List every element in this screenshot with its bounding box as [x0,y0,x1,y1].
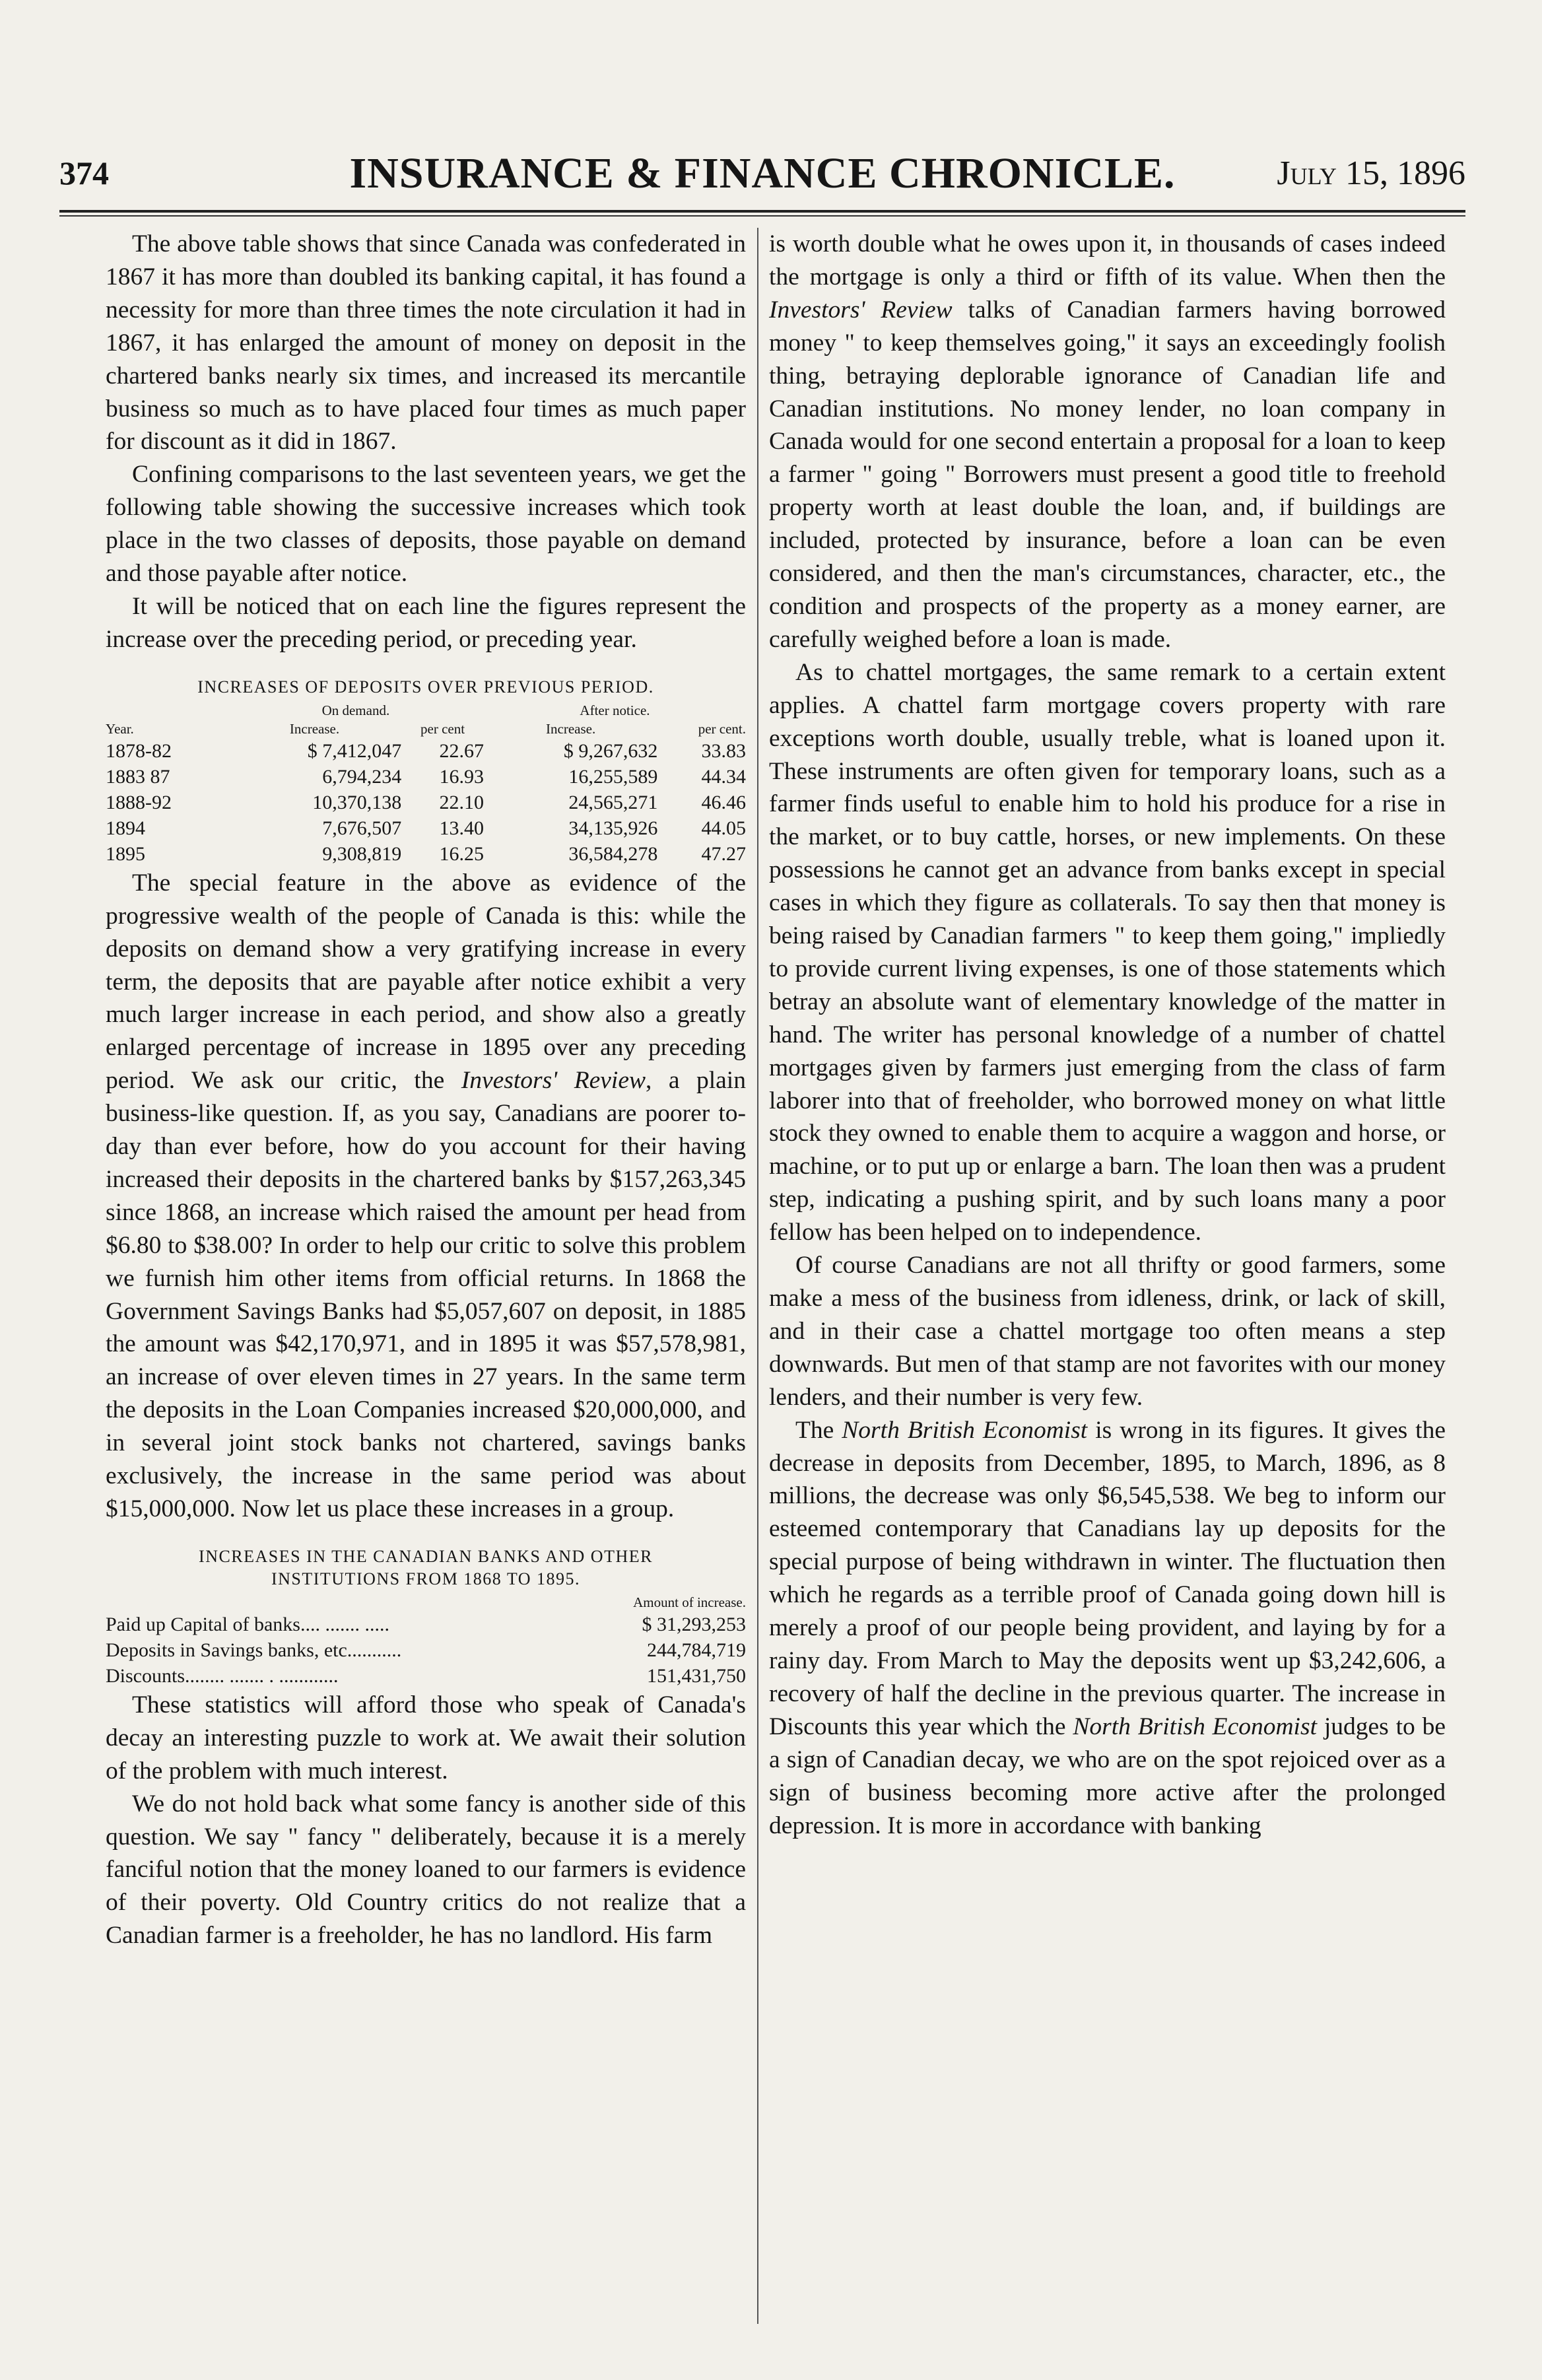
text-run: is worth double what he owes upon it, in thousands of cases indeed the mortgage is only a third or fifth of its value. When then the [769,230,1446,290]
cell-increase: $ 7,412,047 [307,739,402,762]
cell-value: $ 31,293,253 [642,1613,746,1635]
cell-year: 1883 87 [106,765,170,788]
table-row [106,738,746,764]
column-header-year: Year. [106,720,134,737]
cell-percent: 46.46 [701,791,746,813]
paragraph: Confining comparisons to the last seventeen years, we get the following table showing the successive increases which took place in the two classes of deposits, those payable on demand and those payable after notice. [106,461,746,588]
table-title [106,1546,746,1590]
cell-increase: 6,794,234 [322,765,402,788]
paragraph [106,867,746,1526]
paragraph [769,1414,1446,1843]
column-header-percent: per cent. [698,720,746,737]
cell-percent: 22.67 [439,739,484,762]
table-title: INCREASES OF DEPOSITS OVER PREVIOUS PERIOD. [197,677,654,697]
right-column [769,228,1446,1842]
paragraph: We do not hold back what some fancy is another side of this question. We say " fancy " deliberately, because it is a merely fanciful notion that the money loaned to our farmers is evidence of their poverty. Old Country critics do not realize that a Canadian farmer is a freeholder, he has no landlord. His farm [106,1790,746,1950]
cell-increase: 7,676,507 [322,817,402,839]
table-row [106,1612,746,1637]
header-rule [59,210,1465,213]
page-number: 374 [59,154,109,191]
cell-percent: 16.93 [439,765,484,788]
issue-date: July 15, 1896 [1277,154,1465,192]
paragraph: As to chattel mortgages, the same remark to a certain extent applies. A chattel farm mortgage covers property with rare exceptions worth double, usually treble, what is loaned upon it. These instruments are often given for temporary loans, such as a farmer finds useful to enable him to hold his produce for a rise in the market, or to buy cattle, horses, or new implements. On these possessions he cannot get an advance from banks except in special cases in which they figure as collaterals. To say then that money is being raised by Canadian farmers " to keep them going," impliedly to provide current living expenses, is one of those statements which betray an absolute want of elementary knowledge of the matter in hand. The writer has personal knowledge of a number of chattel mortgages given by farmers just emerging from the class of farm laborer into that of freeholder, who borrowed money on what little stock they owned to enable them to acquire a waggon and horse, or machine, or to put up or enlarge a barn. The loan then was a prudent step, indicating a pushing spirit, and by such loans many a poor fellow has been helped on to independence. [769,658,1446,1246]
text-run: The [795,1416,842,1444]
table-row [106,815,746,841]
cell-label: Paid up Capital of banks.... ....... ..... [106,1613,389,1635]
page-header [59,142,1465,201]
paragraph: It will be noticed that on each line the figures represent the increase over the preceding period, or preceding year. [106,592,746,653]
cell-percent: 44.05 [701,817,746,839]
cell-increase: $ 9,267,632 [563,739,658,762]
cell-increase: 34,135,926 [568,817,658,839]
text-run: judges to be a sign of Canadian decay, we who are on the spot rejoiced over as a sign of business becoming more active after the prolonged depression. It is more in accordance with banking [769,1713,1446,1839]
cell-year: 1878-82 [106,739,172,762]
paragraph: The above table shows that since Canada was confederated in 1867 it has more than doubled its banking capital, it has found a necessity for more than three times the note circulation it had in 1867, it has enlarged the amount of money on deposit in the chartered banks nearly six times, and increased its mercantile business so much as to have placed four times as much paper for discount as it did in 1867. [106,230,746,456]
text-run: is wrong in its figures. It gives the decrease in deposits from December, 1895, to March, 1896, as 8 millions, the decrease was only $6,545,538. We beg to inform our esteemed contemporary that Canadians lay up deposits for the special purpose of being withdrawn in winter. The fluctuation then which he regards as a terrible proof of Canada going down hill is merely a proof of our people being provident, and laying by for a rainy day. From March to May the deposits went up $3,242,606, a recovery of half the decline in the previous quarter. The increase in Discounts this year which the [769,1416,1446,1740]
deposits-table [106,701,746,867]
column-header-amount: Amount of increase. [633,1594,746,1610]
group-header-notice: After notice. [580,702,650,718]
table-row [106,841,746,867]
column-header-percent: per cent [420,720,465,737]
left-column [106,228,746,1952]
cell-value: 151,431,750 [647,1664,746,1687]
publication-name: Investors' Review [769,296,953,323]
publication-name: North British Economist [842,1416,1088,1444]
paragraph: Of course Canadians are not all thrifty or good farmers, some make a mess of the business from idleness, drink, or lack of skill, and in their case a chattel mortgage too often means a step downwards. But men of that stamp are not favorites with our money lenders, and their number is very few. [769,1252,1446,1411]
cell-percent: 47.27 [701,842,746,865]
cell-year: 1888-92 [106,791,172,813]
publication-name: Investors' Review [461,1067,646,1095]
publication-name: North British Economist [1073,1713,1317,1740]
cell-label: Discounts........ ....... . ............ [106,1664,339,1687]
cell-increase: 24,565,271 [568,791,658,813]
cell-percent: 22.10 [439,791,484,813]
cell-label: Deposits in Savings banks, etc........... [106,1639,402,1661]
paragraph [769,228,1446,656]
table-title-line: INSTITUTIONS FROM 1868 TO 1895. [271,1569,581,1588]
column-divider [757,228,758,2324]
increases-table [106,1593,746,1689]
cell-percent: 33.83 [701,739,746,762]
cell-year: 1894 [106,817,145,839]
cell-percent: 16.25 [439,842,484,865]
text-run: , a plain business-like question. If, as you say, Canadians are poorer to-day than ever before, how do you account for their having increased their deposits in the chartered banks by $157,263,345 since 1868, an increase which raised the amount per head from $6.80 to $38.00? In order to help our critic to solve this problem we furnish him other items from official returns. In 1868 the Government Savings Banks had $5,057,607 on deposit, in 1885 the amount was $42,170,971, and in 1895 it was $57,578,981, an increase of over eleven times in 27 years. In the same term the deposits in the Loan Companies increased $20,000,000, and in several joint stock banks not chartered, savings banks exclusively, the increase in the same period was about $15,000,000. Now let us place these increases in a group. [106,1067,746,1522]
journal-title: INSURANCE & FINANCE CHRONICLE. [349,149,1176,197]
cell-increase: 36,584,278 [568,842,658,865]
text-run: The special feature in the above as evidence of the progressive wealth of the people of Canada is this: while the deposits on demand show a very gratifying increase in every term, the deposits that are payable after notice exhibit a very much larger increase in each period, and show also a greatly enlarged percentage of increase in 1895 over any preceding period. We ask our critic, the [106,869,746,1095]
group-header-demand: On demand. [321,702,390,718]
table-row [106,1663,746,1689]
cell-percent: 13.40 [439,817,484,839]
table-title-line: INCREASES IN THE CANADIAN BANKS AND OTHER [199,1546,653,1566]
table-row [106,790,746,815]
cell-increase: 10,370,138 [312,791,402,813]
table-row [106,1637,746,1663]
header-rule-thin [59,215,1465,217]
cell-value: 244,784,719 [647,1639,746,1661]
column-header-increase: Increase. [289,720,340,737]
cell-increase: 16,255,589 [568,765,658,788]
paragraph: These statistics will afford those who speak of Canada's decay an interesting puzzle to work at. We await their solution of the problem with much interest. [106,1691,746,1785]
cell-year: 1895 [106,842,145,865]
text-run: talks of Canadian farmers having borrowed money " to keep themselves going," it says an exceedingly foolish thing, betraying deplorable ignorance of Canadian life and Canadian institutions. No money lender, no loan company in Canada would for one second entertain a proposal for a loan to keep a farmer " going " Borrowers must present a good title to freehold property worth at least double the loan, and, if buildings are included, protected by insurance, before a loan can be even considered, and then the man's circumstances, character, etc., the condition and prospects of the property as a money earner, are carefully weighed before a loan is made. [769,296,1446,653]
table-row [106,764,746,790]
cell-percent: 44.34 [701,765,746,788]
cell-increase: 9,308,819 [322,842,402,865]
column-header-increase: Increase. [546,720,596,737]
